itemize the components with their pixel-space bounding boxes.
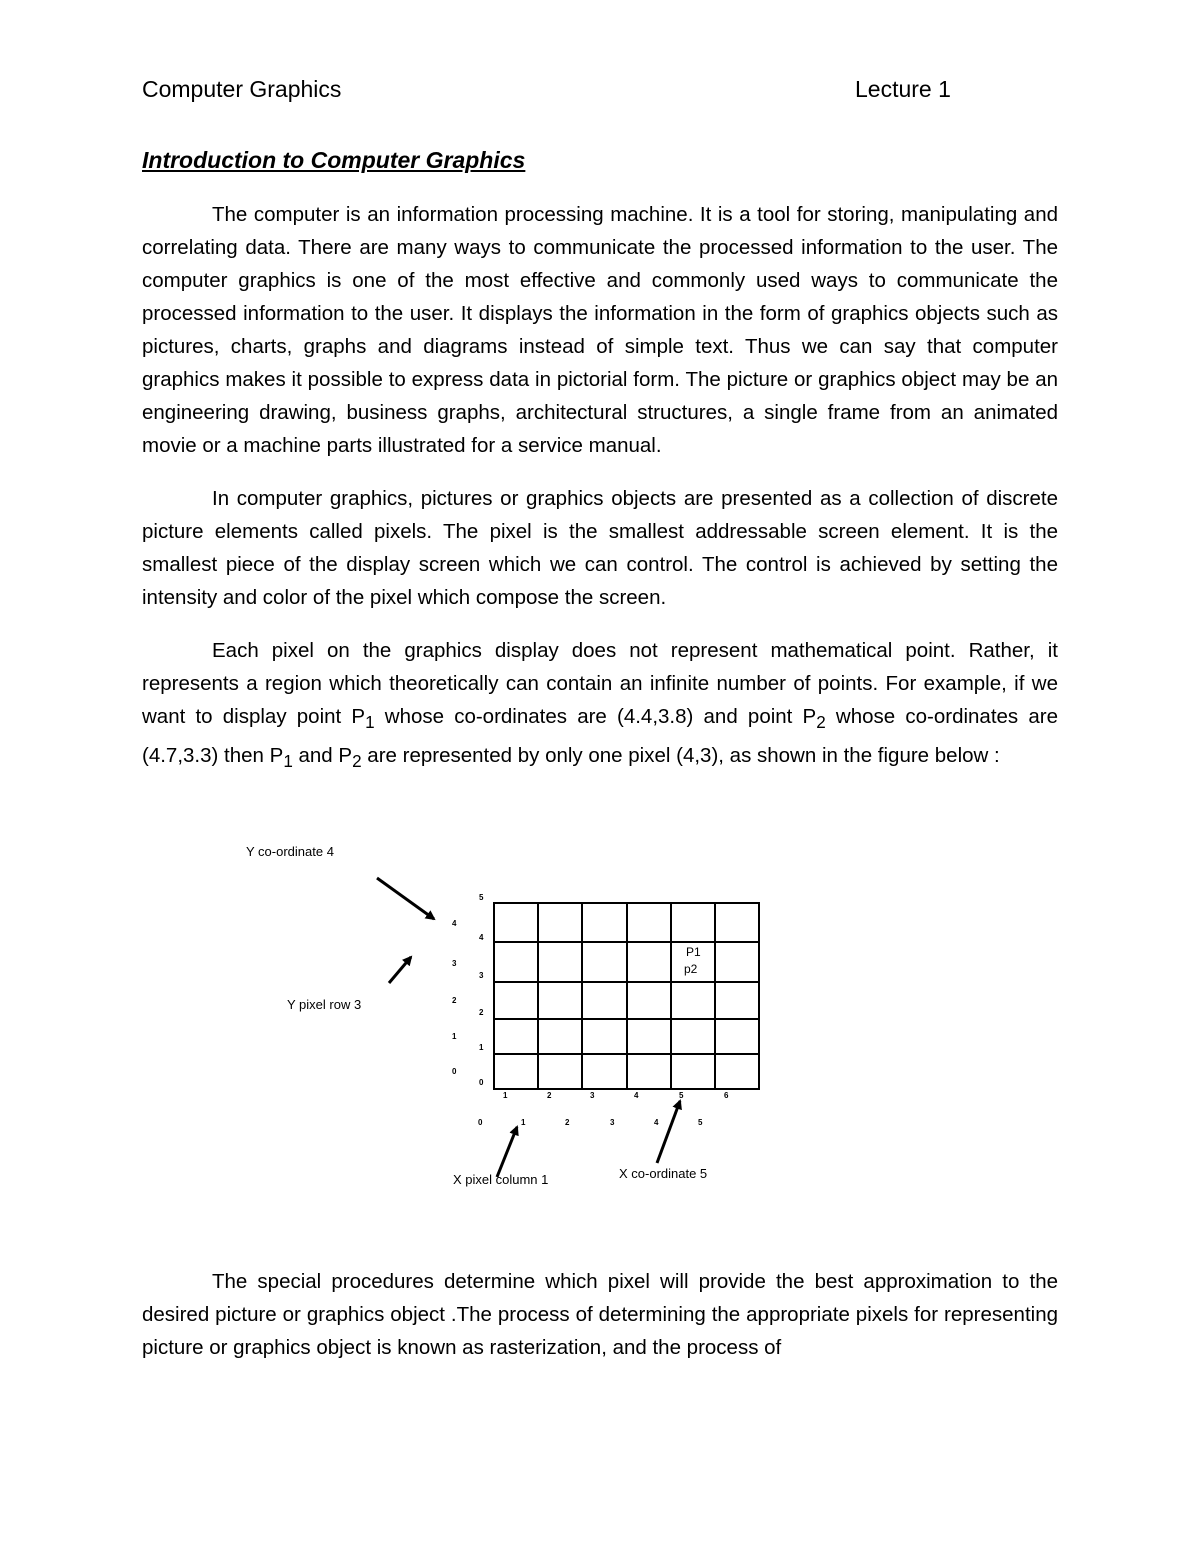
y-coord-tick: 1 xyxy=(479,1043,484,1052)
y-coordinate-label: Y co-ordinate 4 xyxy=(246,844,334,859)
p3-sub-1: 1 xyxy=(365,713,375,733)
header-lecture-number: Lecture 1 xyxy=(855,76,951,102)
p3-text-b: whose co-ordinates are (4.4,3.8) and point P xyxy=(374,705,817,728)
paragraph-rasterization: The special procedures determine which pixel will provide the best approximation to the desired picture or graphics object .The process of determining the appropriate pixels for representing picture or graphics object is known as rasterization, and the process of xyxy=(142,1270,1058,1359)
x-coord-tick: 3 xyxy=(590,1091,595,1100)
x-pixel-tick: 5 xyxy=(698,1118,703,1127)
arrow-x-coordinate xyxy=(657,1101,680,1163)
y-pixel-tick: 4 xyxy=(452,919,457,928)
p3-text-e: are represented by only one pixel (4,3), as shown in the figure below : xyxy=(361,744,1000,768)
p3-text-c: whose co-ordinates are (4.7,3.3) then P xyxy=(142,705,1058,768)
x-pixel-tick: 2 xyxy=(565,1118,570,1127)
arrow-x-pixel-column xyxy=(497,1127,517,1177)
x-coord-tick: 2 xyxy=(547,1091,552,1100)
y-pixel-tick: 3 xyxy=(452,959,457,968)
paragraph-intro: The computer is an information processing machine. It is a tool for storing, manipulating and correlating data. There are many ways to communicate the processed information to the user. The computer graphics is one of the most effective and commonly used ways to communicate the processed information to the user. It displays the information in the form of graphics objects such as pictures, charts, graphs and diagrams instead of simple text. Thus we can say that computer graphics makes it possible to express data in pictorial form. The picture or graphics object may be an engineering drawing, business graphs, architectural structures, a single frame from an animated movie or a machine parts illustrated for a service manual. xyxy=(142,203,1058,457)
arrow-y-coordinate xyxy=(377,878,434,919)
x-pixel-tick: 0 xyxy=(478,1118,483,1127)
y-pixel-tick: 2 xyxy=(452,996,457,1005)
y-pixel-tick: 1 xyxy=(452,1032,457,1041)
p3-sub-2: 2 xyxy=(816,713,826,733)
y-coord-tick: 3 xyxy=(479,971,484,980)
x-pixel-tick: 4 xyxy=(654,1118,659,1127)
x-coordinate-label: X co-ordinate 5 xyxy=(619,1166,708,1181)
x-pixel-column-label: X pixel column 1 xyxy=(453,1172,549,1187)
section-title: Introduction to Computer Graphics xyxy=(142,147,526,173)
pixel-grid-figure xyxy=(0,820,1200,1200)
x-pixel-tick: 1 xyxy=(521,1118,526,1127)
paragraph-pixels: In computer graphics, pictures or graphics objects are presented as a collection of discrete picture elements called pixels. The pixel is the smallest addressable screen element. It is the smallest piece of the display screen which we can control. The control is achieved by setting the intensity and color of the pixel which compose the screen. xyxy=(142,487,1058,609)
x-coord-tick: 4 xyxy=(634,1091,639,1100)
y-coord-tick: 5 xyxy=(479,893,484,902)
p3-text-a: Each pixel on the graphics display does not represent mathematical point. Rather, it represents a region which theoretically can contain an infinite number of points. For example, if we want to display point P xyxy=(142,639,1058,728)
point-p2-label: p2 xyxy=(684,962,698,976)
x-coord-tick: 5 xyxy=(679,1091,684,1100)
y-coord-tick: 0 xyxy=(479,1078,484,1087)
p3-text-d: and P xyxy=(292,744,353,768)
y-pixel-row-label: Y pixel row 3 xyxy=(287,997,362,1012)
x-coord-tick: 1 xyxy=(503,1091,508,1100)
y-pixel-tick: 0 xyxy=(452,1067,457,1076)
x-pixel-tick: 3 xyxy=(610,1118,615,1127)
header-course-title: Computer Graphics xyxy=(142,76,342,102)
paragraph-pixel-region xyxy=(142,634,1058,778)
arrow-y-pixel-row xyxy=(389,957,411,983)
point-p1-label: P1 xyxy=(686,945,701,959)
pixel-grid xyxy=(494,903,759,1089)
y-coord-tick: 2 xyxy=(479,1008,484,1017)
p3-sub-3: 1 xyxy=(283,752,293,772)
x-coord-tick: 6 xyxy=(724,1091,729,1100)
y-coord-tick: 4 xyxy=(479,933,484,942)
p3-sub-4: 2 xyxy=(352,752,362,772)
